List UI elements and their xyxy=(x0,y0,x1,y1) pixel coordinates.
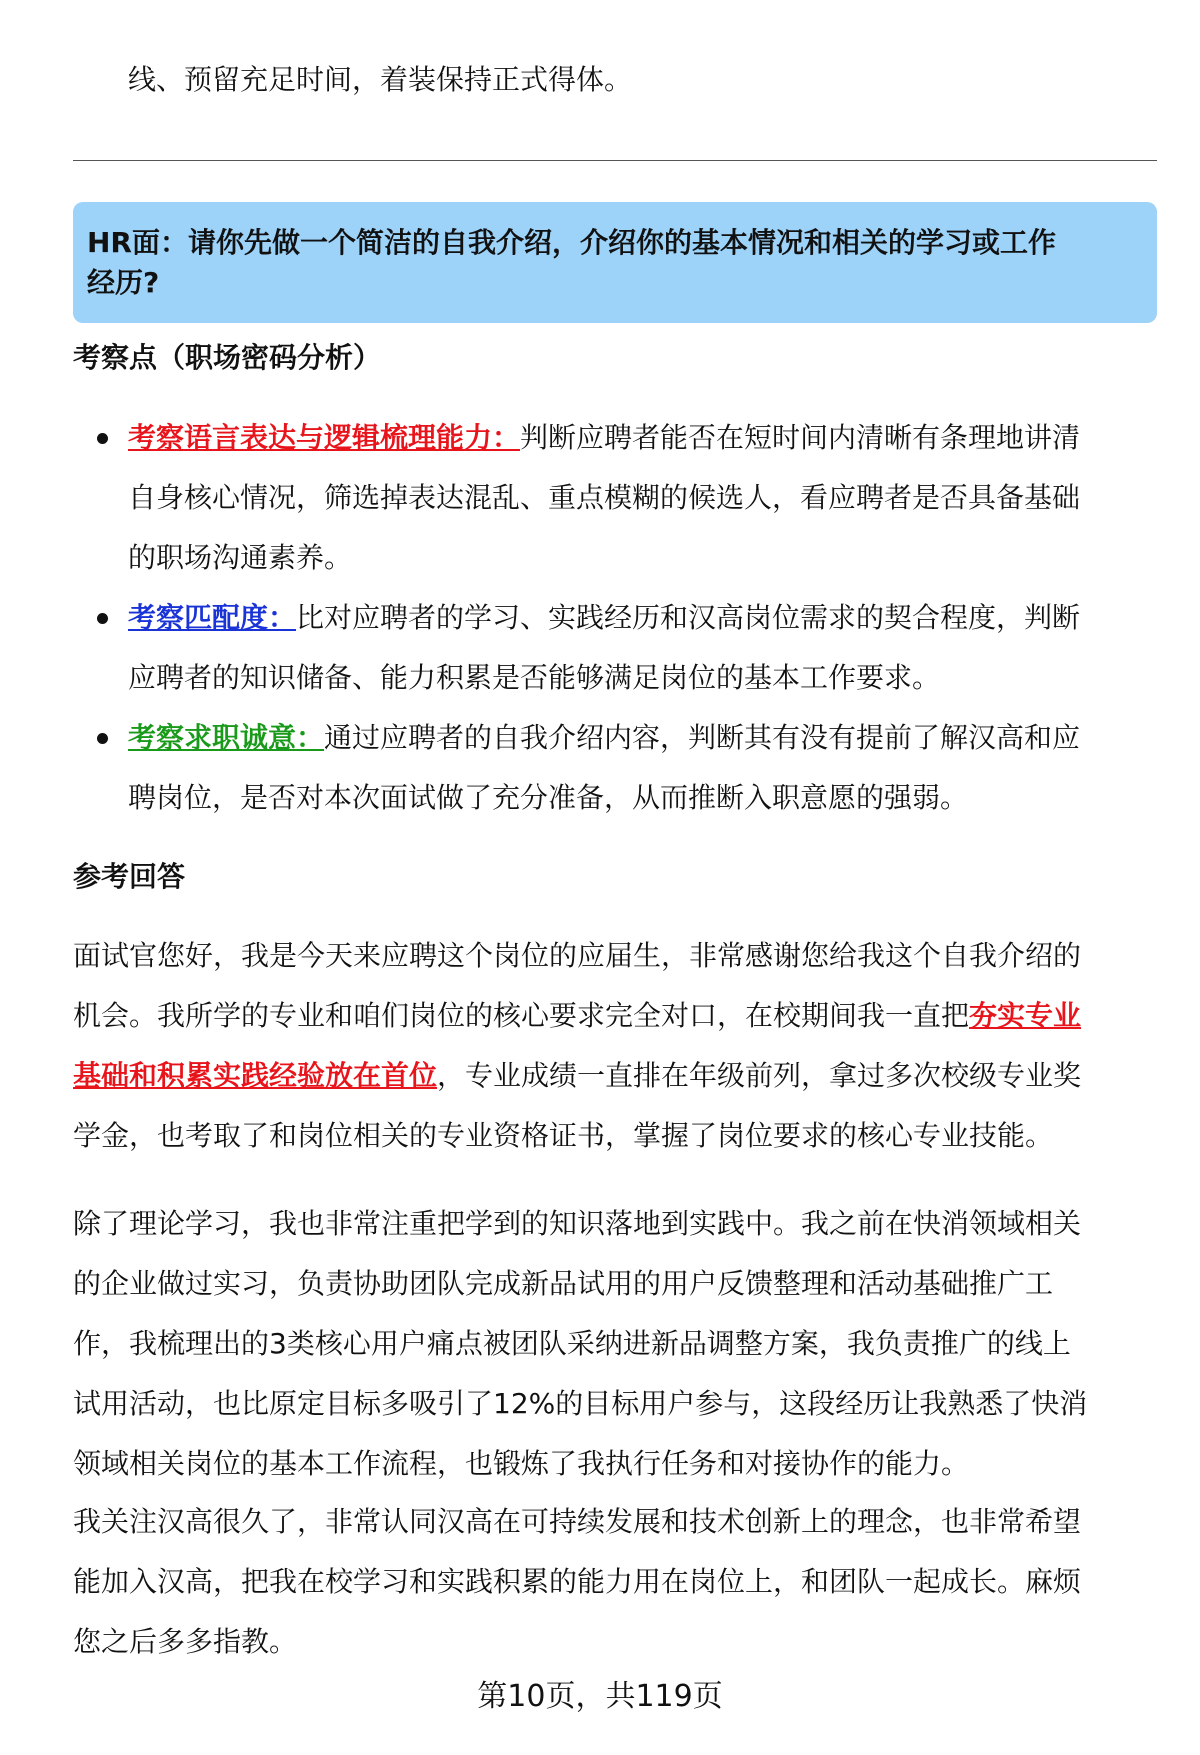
answer-text: 机会。我所学的专业和咱们岗位的核心要求完全对口，在校期间我一直把 xyxy=(73,999,970,1032)
answer-p2-line-5: 领域相关岗位的基本工作流程，也锻炼了我执行任务和对接协作的能力。 xyxy=(73,1447,970,1480)
bullet-1-line-2: 自身核心情况，筛选掉表达混乱、重点模糊的候选人，看应聘者是否具备基础 xyxy=(128,481,1081,514)
previous-text-line: 线、预留充足时间，着装保持正式得体。 xyxy=(128,63,633,96)
answer-p1-line-1: 面试官您好，我是今天来应聘这个岗位的应届生，非常感谢您给我这个自我介绍的 xyxy=(73,939,1082,972)
answer-p2-line-3: 作，我梳理出的3类核心用户痛点被团队采纳进新品调整方案，我负责推广的线上 xyxy=(73,1327,1071,1360)
bullet-3-line-2: 聘岗位，是否对本次面试做了充分准备，从而推断入职意愿的强弱。 xyxy=(128,781,969,814)
answer-p3-line-1: 我关注汉高很久了，非常认同汉高在可持续发展和技术创新上的理念，也非常希望 xyxy=(73,1505,1082,1538)
question-line-1: HR面：请你先做一个简洁的自我介绍，介绍你的基本情况和相关的学习或工作 xyxy=(87,226,1056,259)
bullet-icon xyxy=(97,733,108,744)
bullet-2-line-2: 应聘者的知识储备、能力积累是否能够满足岗位的基本工作要求。 xyxy=(128,661,941,694)
bullet-text: 通过应聘者的自我介绍内容，判断其有没有提前了解汉高和应 xyxy=(324,721,1081,754)
answer-p2-line-2: 的企业做过实习，负责协助团队完成新品试用的用户反馈整理和活动基础推广工 xyxy=(73,1267,1054,1300)
bullet-icon xyxy=(97,613,108,624)
bullet-1-label: 考察语言表达与逻辑梳理能力： xyxy=(128,421,521,454)
answer-heading: 参考回答 xyxy=(73,860,186,893)
answer-highlight: 基础和积累实践经验放在首位 xyxy=(73,1059,438,1092)
bullet-1-line-1 xyxy=(128,418,1080,458)
page-number: 第10页，共119页 xyxy=(477,1679,723,1714)
bullet-1-line-3: 的职场沟通素养。 xyxy=(128,541,353,574)
bullet-3-line-1 xyxy=(128,718,1080,758)
bullet-2-line-1 xyxy=(128,598,1080,638)
answer-p1-line-4: 学金，也考取了和岗位相关的专业资格证书，掌握了岗位要求的核心专业技能。 xyxy=(73,1119,1054,1152)
question-line-2: 经历? xyxy=(87,266,160,299)
answer-p3-line-3: 您之后多多指教。 xyxy=(73,1625,298,1658)
bullet-text: 判断应聘者能否在短时间内清晰有条理地讲清 xyxy=(520,421,1081,454)
answer-highlight: 夯实专业 xyxy=(969,999,1082,1032)
bullet-icon xyxy=(97,433,108,444)
bullet-text: 比对应聘者的学习、实践经历和汉高岗位需求的契合程度，判断 xyxy=(296,601,1081,634)
answer-p1-line-2 xyxy=(73,996,1081,1036)
bullet-2-label: 考察匹配度： xyxy=(128,601,297,634)
analysis-heading: 考察点（职场密码分析） xyxy=(73,341,382,374)
divider xyxy=(73,160,1157,161)
answer-p1-line-3 xyxy=(73,1056,1081,1096)
answer-p2-line-1: 除了理论学习，我也非常注重把学到的知识落地到实践中。我之前在快消领域相关 xyxy=(73,1207,1082,1240)
answer-text: ，专业成绩一直排在年级前列，拿过多次校级专业奖 xyxy=(437,1059,1082,1092)
answer-p2-line-4: 试用活动，也比原定目标多吸引了12%的目标用户参与，这段经历让我熟悉了快消 xyxy=(73,1387,1088,1420)
bullet-3-label: 考察求职诚意： xyxy=(128,721,325,754)
answer-p3-line-2: 能加入汉高，把我在校学习和实践积累的能力用在岗位上，和团队一起成长。麻烦 xyxy=(73,1565,1082,1598)
